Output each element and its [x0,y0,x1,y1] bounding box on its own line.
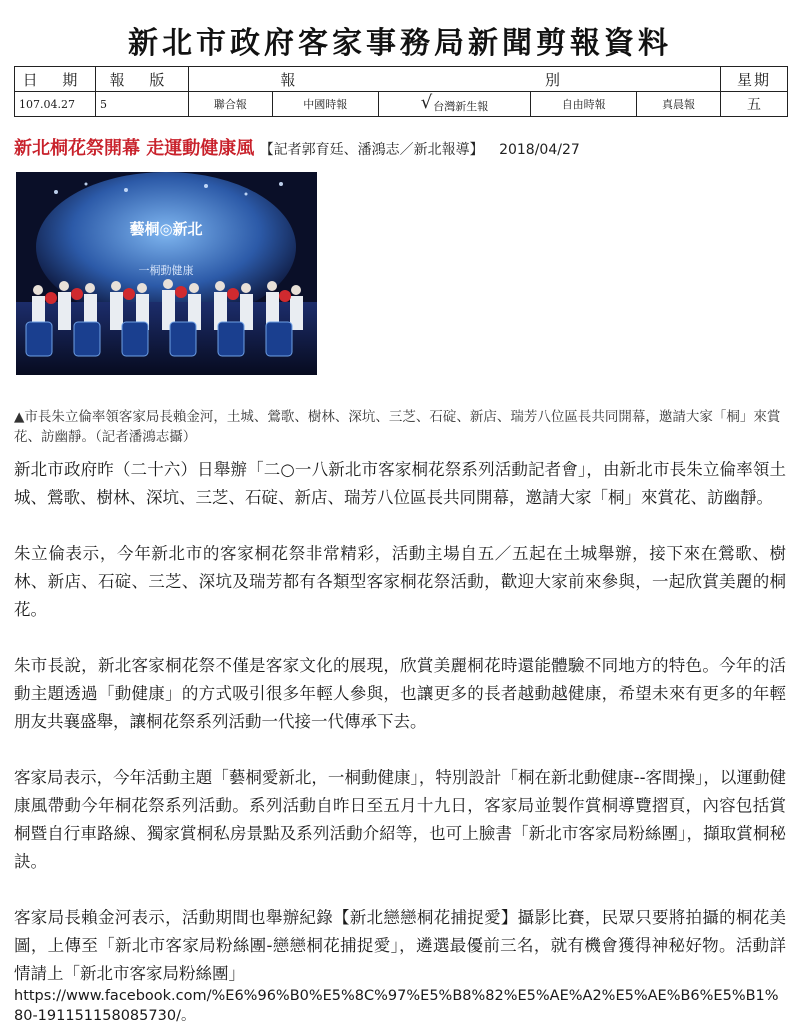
paper-option: 中國時報 [272,92,378,117]
edition-value: 5 [96,92,189,117]
article-paragraph: 朱市長說，新北客家桐花祭不僅是客家文化的展現，欣賞美麗桐花時還能體驗不同地方的特色。今年的活動主題透過「動健康」的方式吸引很多年輕人參與，也讓更多的長者越動越健康，希望未來有更多的年輕朋友共襄盛舉，讓桐花祭系列活動一代接一代傳承下去。 [14,656,786,731]
header-date: 日 期 [15,67,96,92]
article-paragraph: 客家局表示，今年活動主題「藝桐愛新北，一桐動健康」，特別設計「桐在新北動健康--客間操」，以運動健康風帶動今年桐花祭系列活動。系列活動自昨日至五月十九日，客家局並製作賞桐導覽摺頁，內容包括賞桐暨自行車路線、獨家賞桐私房景點及系列活動介紹等，也可上臉書「新北市客家局粉絲團」，擷取賞桐秘訣。 [14,768,786,871]
document-title: 新北市政府客家事務局新聞剪報資料 [128,26,672,61]
article-paragraph: 客家局長賴金河表示，活動期間也舉辦紀錄【新北戀戀桐花捕捉愛】攝影比賽，民眾只要將拍攝的桐花美圖，上傳至「新北市客家局粉絲團-戀戀桐花捕捉愛」，遴選最優前三名，就有機會獲得神秘好物。活動詳情請上「新北市客家局粉絲團」 [14,908,786,983]
facebook-url: https://www.facebook.com/%E6%96%B0%E5%8C%97%E5%B8%82%E5%AE%A2%E5%AE%B6%E5%B1%80-191151158085730/。 [14,988,779,1024]
paper-option: 自由時報 [531,92,637,117]
weekday-value: 五 [721,92,788,117]
clipping-meta-table [14,66,788,117]
article-body [14,456,786,1025]
headline-title: 新北桐花祭開幕 走運動健康風 [14,138,255,159]
date-value: 107.04.27 [15,92,96,117]
header-paper-label: 報 [280,70,306,89]
headline-date: 2018/04/27 [499,142,580,158]
photo-caption: ▲市長朱立倫率領客家局長賴金河，土城、鶯歌、樹林、深坑、三芝、石碇、新店、瑞芳八位區長共同開幕，邀請大家「桐」來賞花、訪幽靜。（記者潘鴻志攝） [14,409,781,445]
paper-option-label: 台灣新生報 [433,99,489,113]
article-headline [14,134,580,160]
article-paragraph: 朱立倫表示，今年新北市的客家桐花祭非常精彩，活動主場自五／五起在土城舉辦，接下來在鶯歌、樹林、新店、石碇、三芝、深坑及瑞芳都有各類型客家桐花祭活動，歡迎大家前來參與，一起欣賞美麗的桐花。 [14,544,786,619]
paper-option: 聯合報 [189,92,273,117]
header-weekday: 星期 [721,67,788,92]
paper-option: 真晨報 [637,92,721,117]
check-mark-icon: √ [420,91,433,113]
headline-byline: 【記者郭育廷、潘鴻志／新北報導】 [259,142,484,158]
article-paragraph: 新北市政府昨（二十六）日舉辦「二○一八新北市客家桐花祭系列活動記者會」，由新北市長朱立倫率領土城、鶯歌、樹林、深坑、三芝、石碇、新店、瑞芳八位區長共同開幕，邀請大家「桐」來賞花、訪幽靜。 [14,460,786,507]
event-photo [16,172,317,375]
stage-photo-illustration [16,172,317,375]
header-edition: 報 版 [96,67,189,92]
paper-option-checked [378,92,531,117]
backdrop-subtitle: 一桐動健康 [138,264,194,277]
backdrop-title: 藝桐◎新北 [129,220,203,238]
header-paper [189,67,721,92]
header-category-label: 別 [544,70,570,89]
